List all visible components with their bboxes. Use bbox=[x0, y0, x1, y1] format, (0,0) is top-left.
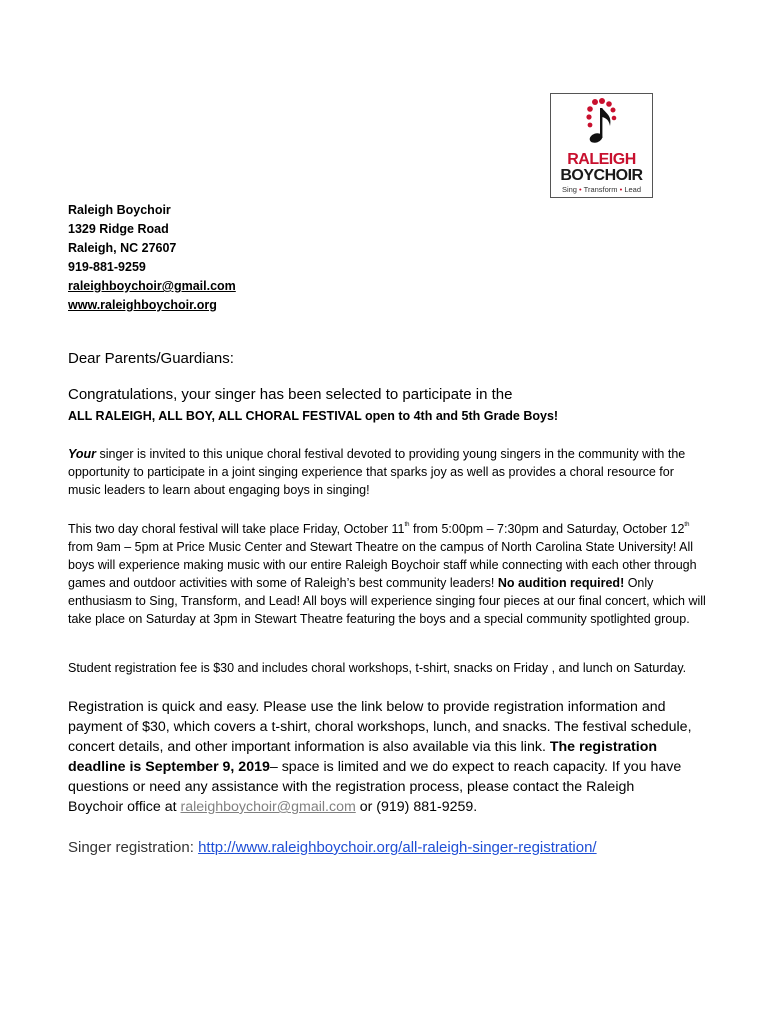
sender-address-block bbox=[68, 201, 236, 315]
deadline-emphasis: The registration deadline is September 9, 2019 bbox=[68, 739, 658, 775]
festival-details-paragraph bbox=[68, 516, 708, 628]
details-text-1: This two day choral festival will take place Friday, October 11 bbox=[68, 522, 405, 536]
greeting: Dear Parents/Guardians: bbox=[68, 350, 234, 367]
logo-tagline bbox=[551, 185, 652, 194]
org-name: Raleigh Boychoir bbox=[68, 203, 171, 217]
website-link[interactable]: www.raleighboychoir.org bbox=[68, 298, 217, 312]
ordinal-suffix: th bbox=[684, 522, 690, 528]
city-state-zip: Raleigh, NC 27607 bbox=[68, 241, 177, 255]
music-note-icon bbox=[573, 96, 630, 151]
logo-tag-word: Sing bbox=[561, 185, 577, 194]
details-text-2: from 5:00pm – 7:30pm and Saturday, October 12 bbox=[409, 522, 685, 536]
registration-url-link[interactable]: http://www.raleighboychoir.org/all-raleigh-singer-registration/ bbox=[198, 839, 597, 856]
invite-text: singer is invited to this unique choral festival devoted to providing young singers in the community with the opportunity to participate in a joint singing experience that sparks joy as well as provides a choral resource for music leaders to learn about engaging boys in singing! bbox=[68, 447, 686, 497]
no-audition-emphasis: No audition required! bbox=[497, 576, 625, 590]
singer-registration-line bbox=[68, 839, 597, 856]
invitation-paragraph bbox=[68, 445, 703, 499]
logo-tag-word: Lead bbox=[624, 185, 642, 194]
registration-paragraph bbox=[68, 697, 693, 817]
logo-title-raleigh: RALEIGH bbox=[567, 151, 636, 168]
reg-text-2: – space is limited and we do expect to reach capacity. If you have questions or need any assistance with the registration process, please contact the Raleigh Boychoir office at bbox=[68, 759, 682, 815]
congratulations-line: Congratulations, your singer has been selected to participate in the bbox=[68, 386, 513, 403]
raleigh-boychoir-logo bbox=[550, 93, 653, 198]
tag-separator: • bbox=[617, 185, 625, 194]
registration-fee-line: Student registration fee is $30 and includes choral workshops, t-shirt, snacks on Friday , and lunch on Saturday. bbox=[68, 661, 687, 675]
contact-email-link[interactable]: raleighboychoir@gmail.com bbox=[180, 799, 356, 815]
email-link[interactable]: raleighboychoir@gmail.com bbox=[68, 279, 236, 293]
reg-text-3: or (919) 881-9259. bbox=[355, 799, 478, 815]
tag-separator: • bbox=[576, 185, 584, 194]
logo-title-boychoir: BOYCHOIR bbox=[560, 167, 643, 184]
street-address: 1329 Ridge Road bbox=[68, 222, 169, 236]
invite-emphasis: Your bbox=[68, 447, 97, 461]
singer-registration-label: Singer registration: bbox=[68, 839, 199, 856]
reg-text-1: Registration is quick and easy. Please use the link below to provide registration information and payment of $30, which covers a t-shirt, choral workshops, lunch, and snacks. The festival schedule, concert details, and other important information is also available via this link. bbox=[68, 699, 692, 755]
phone-number: 919-881-9259 bbox=[68, 260, 146, 274]
logo-tag-word: Transform bbox=[583, 185, 618, 194]
details-text-3: from 9am – 5pm at Price Music Center and Stewart Theatre on the campus of North Carolina State University! All boys will experience making music with our entire Raleigh Boychoir staff while connecting with each other through games and outdoor activities with some of Raleigh’s best community leaders! bbox=[68, 540, 697, 590]
details-text-4: Only enthusiasm to Sing, Transform, and Lead! All boys will experience singing four pieces at our final concert, which will take place on Saturday at 3pm in Stewart Theatre featuring the boys and a special community spotlighted group. bbox=[68, 576, 706, 626]
festival-title: ALL RALEIGH, ALL BOY, ALL CHORAL FESTIVAL open to 4th and 5th Grade Boys! bbox=[68, 409, 559, 423]
ordinal-suffix: th bbox=[404, 522, 410, 528]
